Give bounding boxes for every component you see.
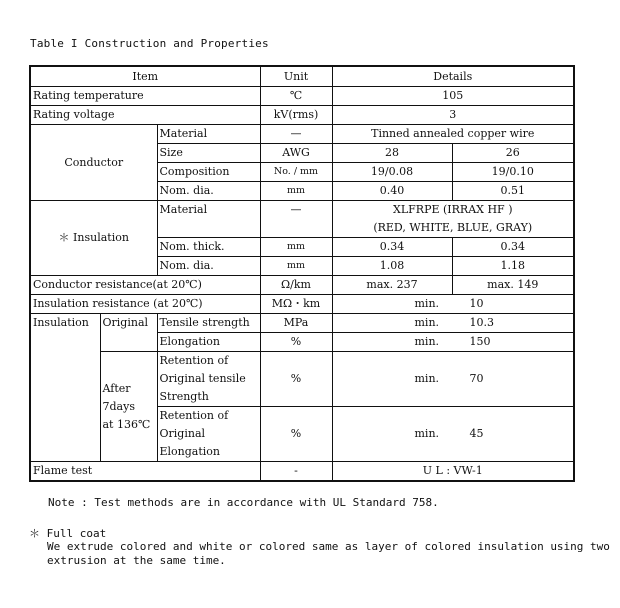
retention-tensile-line-1: Retention of <box>159 354 229 367</box>
insulation-resistance-qualifier: min. <box>414 297 440 310</box>
footnote-line-1: We extrude colored and white or colored same as layer of colored insulation using two <box>47 540 610 553</box>
conductor-size-value-1: 28 <box>332 144 452 163</box>
conductor-material-unit: — <box>260 125 332 144</box>
conductor-composition-label: Composition <box>157 163 260 182</box>
rating-voltage-value: 3 <box>332 106 574 125</box>
retention-tensile-number: 70 <box>469 372 484 385</box>
conductor-size-label: Size <box>157 144 260 163</box>
rating-voltage-unit: kV(rms) <box>260 106 332 125</box>
table-row <box>30 295 574 314</box>
elongation-unit: % <box>260 333 332 352</box>
tensile-strength-unit: MPa <box>260 314 332 333</box>
retention-tensile-unit: % <box>260 352 332 407</box>
insulation-nom-dia-unit: mm <box>260 257 332 276</box>
after-aging-label <box>100 352 157 462</box>
insulation-nom-thick-unit: mm <box>260 238 332 257</box>
retention-tensile-line-2: Original tensile <box>159 372 246 385</box>
after-aging-line-1: After <box>102 381 131 395</box>
after-aging-line-3: at 136℃ <box>102 417 151 431</box>
elongation-qualifier: min. <box>414 335 440 348</box>
rating-voltage-label: Rating voltage <box>30 106 260 125</box>
tensile-strength-qualifier: min. <box>414 316 440 329</box>
retention-elongation-qualifier: min. <box>414 427 440 440</box>
insulation-nom-thick-value-2: 0.34 <box>452 238 574 257</box>
conductor-label: Conductor <box>30 125 157 201</box>
elongation-value <box>332 333 574 352</box>
retention-tensile-qualifier: min. <box>414 372 440 385</box>
flame-test-label: Flame test <box>30 462 260 482</box>
insulation-nom-dia-value-1: 1.08 <box>332 257 452 276</box>
retention-tensile-line-3: Strength <box>159 390 209 403</box>
retention-elongation-line-2: Original <box>159 427 206 440</box>
conductor-composition-unit: No. / mm <box>260 163 332 182</box>
table-row <box>30 352 574 407</box>
footnote-mark: ＊ Full coat <box>29 527 107 540</box>
retention-elongation-number: 45 <box>469 427 484 440</box>
tensile-strength-label: Tensile strength <box>157 314 260 333</box>
table-row <box>30 314 574 333</box>
insulation-nom-thick-label: Nom. thick. <box>157 238 260 257</box>
after-aging-line-2: 7days <box>102 399 135 413</box>
construction-properties-table <box>29 65 575 482</box>
retention-elongation-value <box>332 407 574 462</box>
rating-temperature-value: 105 <box>332 87 574 106</box>
elongation-number: 150 <box>469 335 491 348</box>
insulation-material-unit: — <box>260 201 332 238</box>
retention-elongation-label <box>157 407 260 462</box>
flame-test-unit: - <box>260 462 332 482</box>
tensile-strength-value <box>332 314 574 333</box>
conductor-material-value: Tinned annealed copper wire <box>332 125 574 144</box>
insulation-label: ＊ Insulation <box>30 201 157 276</box>
conductor-resistance-unit: Ω/km <box>260 276 332 295</box>
table-row <box>30 276 574 295</box>
table-row <box>30 106 574 125</box>
conductor-composition-value-1: 19/0.08 <box>332 163 452 182</box>
conductor-size-value-2: 26 <box>452 144 574 163</box>
table-row <box>30 125 574 144</box>
conductor-resistance-value-1: max. 237 <box>332 276 452 295</box>
conductor-nom-dia-value-2: 0.51 <box>452 182 574 201</box>
insulation-material-line-2: (RED, WHITE, BLUE, GRAY) <box>373 221 533 234</box>
insulation-props-label: Insulation <box>30 314 100 462</box>
insulation-nom-dia-label: Nom. dia. <box>157 257 260 276</box>
retention-elongation-line-3: Elongation <box>159 445 220 458</box>
conductor-nom-dia-unit: mm <box>260 182 332 201</box>
header-item: Item <box>30 66 260 87</box>
retention-elongation-unit: % <box>260 407 332 462</box>
retention-tensile-value <box>332 352 574 407</box>
table-row <box>30 462 574 482</box>
insulation-resistance-value <box>332 295 574 314</box>
elongation-label: Elongation <box>157 333 260 352</box>
insulation-resistance-label: Insulation resistance (at 20℃) <box>30 295 260 314</box>
table-row <box>30 201 574 238</box>
table-row <box>30 87 574 106</box>
test-methods-note: Note : Test methods are in accordance with UL Standard 758. <box>48 496 439 509</box>
rating-temperature-label: Rating temperature <box>30 87 260 106</box>
retention-elongation-line-1: Retention of <box>159 409 229 422</box>
conductor-resistance-value-2: max. 149 <box>452 276 574 295</box>
conductor-resistance-label: Conductor resistance(at 20℃) <box>30 276 260 295</box>
insulation-nom-thick-value-1: 0.34 <box>332 238 452 257</box>
conductor-size-unit: AWG <box>260 144 332 163</box>
conductor-nom-dia-value-1: 0.40 <box>332 182 452 201</box>
rating-temperature-unit: ℃ <box>260 87 332 106</box>
insulation-material-line-1: XLFRPE (IRRAX HF ) <box>393 203 513 216</box>
insulation-material-value <box>332 201 574 238</box>
retention-tensile-label <box>157 352 260 407</box>
header-details: Details <box>332 66 574 87</box>
conductor-composition-value-2: 19/0.10 <box>452 163 574 182</box>
insulation-resistance-number: 10 <box>469 297 484 310</box>
table-header-row <box>30 66 574 87</box>
insulation-material-label: Material <box>157 201 260 238</box>
tensile-strength-number: 10.3 <box>469 316 494 329</box>
original-label: Original <box>100 314 157 352</box>
insulation-nom-dia-value-2: 1.18 <box>452 257 574 276</box>
footnote-line-2: extrusion at the same time. <box>47 554 226 567</box>
conductor-material-label: Material <box>157 125 260 144</box>
insulation-resistance-unit: MΩ・km <box>260 295 332 314</box>
conductor-nom-dia-label: Nom. dia. <box>157 182 260 201</box>
flame-test-value: U L : VW-1 <box>332 462 574 482</box>
table-title: Table I Construction and Properties <box>30 37 269 50</box>
header-unit: Unit <box>260 66 332 87</box>
